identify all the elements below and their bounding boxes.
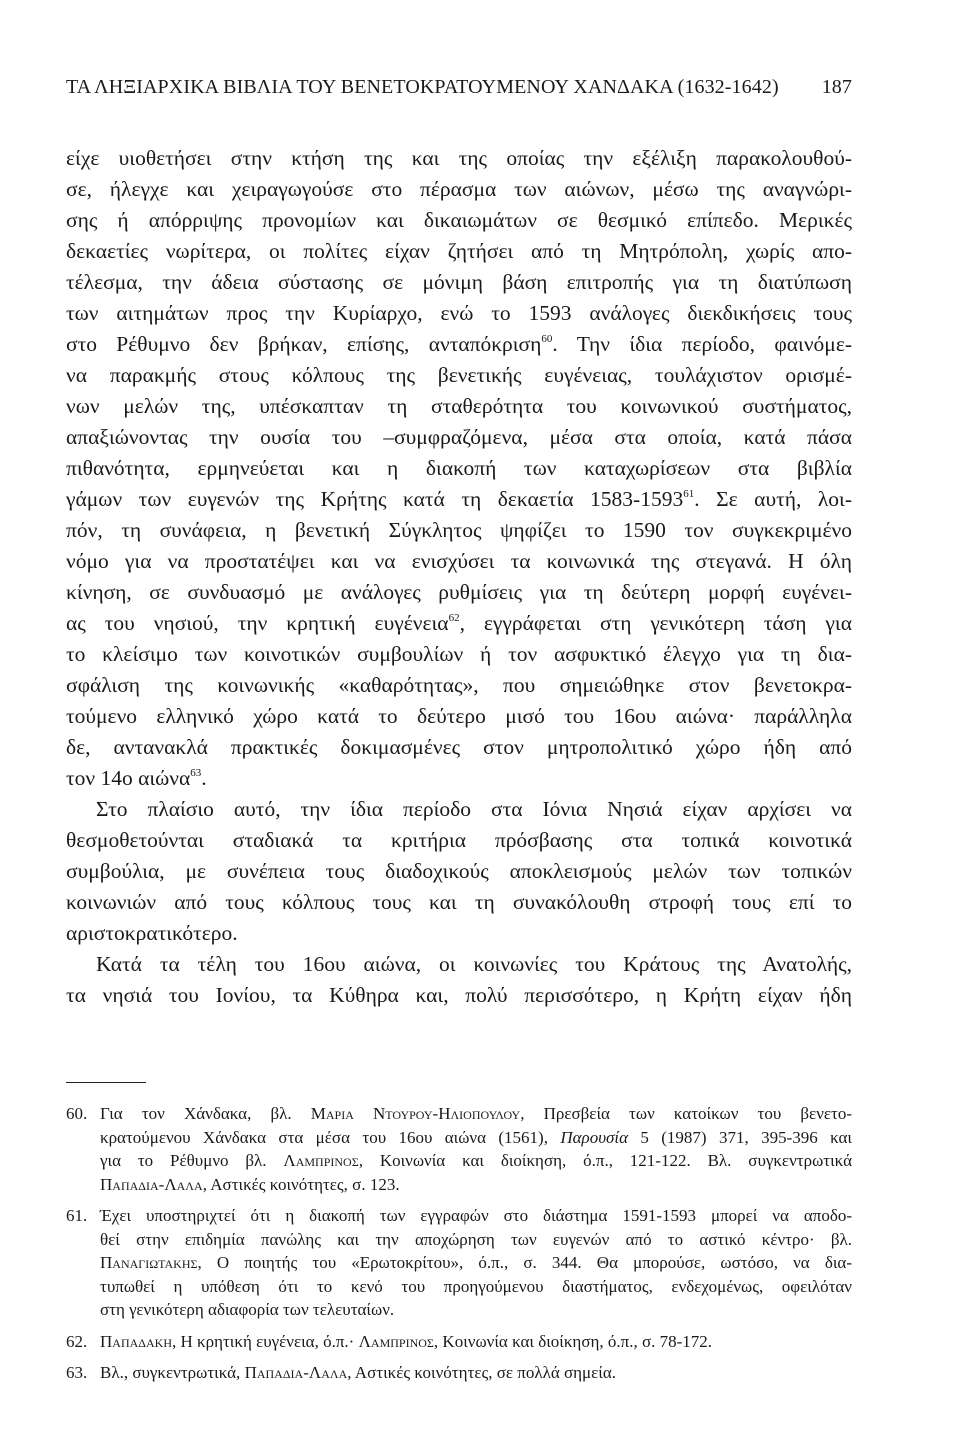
text-line (66, 298, 852, 329)
text-line (66, 949, 852, 980)
text-run: στο Ρέθυμνο δεν βρήκαν, επίσης, ανταπόκριση (66, 332, 542, 356)
text-run: για το Ρέθυμνο βλ. (100, 1151, 284, 1170)
footnote-number: 62. (66, 1331, 88, 1351)
main-text (66, 143, 852, 1011)
running-head-title: ΤΑ ΛΗΞΙΑΡΧΙΚΑ ΒΙΒΛΙΑ ΤΟΥ ΒΕΝΕΤΟΚΡΑΤΟΥΜΕΝΟΥ ΧΑΝΔΑΚΑ (1632-1642) (66, 76, 779, 98)
footnote (66, 1361, 852, 1385)
text-line (66, 918, 852, 949)
text-line (66, 670, 852, 701)
text-run: , εγγράφεται στη γενικότερη τάση για (459, 611, 852, 635)
footnote (66, 1204, 852, 1322)
footnote-number: 61. (66, 1206, 88, 1225)
text-run: , Η κρητική ευγένεια, ό.π.· (172, 1331, 359, 1351)
text-run: κρατούμενου Χάνδακα στα μέσα του 16ου αιώνα (1561), (100, 1127, 561, 1147)
text-run: , Πρεσβεία των κατοίκων του βενετο- (520, 1104, 853, 1123)
author-name: Μαρια Ντουρου-Ηλιοπουλου (310, 1104, 521, 1123)
footnote-ref: 60 (541, 333, 553, 345)
text-run: νόμο για να προστατέψει και να ενισχύσει τα κοινωνικά της στεγανά. Η όλη (66, 549, 852, 573)
running-head (66, 76, 852, 106)
text-run: σφάλιση της κοινωνικής «καθαρότητας», που σημειώθηκε στον βενετοκρα- (66, 673, 852, 697)
text-run: , Αστικές κοινότητες, σε πολλά σημεία. (347, 1363, 617, 1382)
text-run: τούμενο ελληνικό χώρο κατά το δεύτερο μισό του 16ου αιώνα· παράλληλα (66, 704, 852, 728)
text-run: τον 14ο αιώνα (66, 766, 191, 790)
book-page (66, 0, 852, 1447)
text-run: , Αστικές κοινότητες, σ. 123. (202, 1174, 400, 1194)
footnote-line (100, 1173, 852, 1197)
text-run: . Σε αυτή, λοι- (694, 487, 852, 511)
text-run: πιθανότητα, ερμηνεύεται και η διακοπή των καταχωρίσεων στα βιβλία (66, 456, 852, 480)
text-run: θεί στην επιδημία πανώλης και την αποχώρηση των ευγενών από το αστικό κέντρο· βλ. (100, 1229, 852, 1249)
text-line (66, 484, 852, 515)
footnote-line (100, 1298, 852, 1322)
text-line (66, 360, 852, 391)
page-number: 187 (821, 76, 852, 98)
author-name: Παναγιωτακης (100, 1253, 198, 1272)
text-line (66, 763, 852, 794)
footnote-number: 63. (66, 1363, 88, 1382)
text-run: , Ο ποιητής του «Ερωτοκρίτου», ό.π., σ. 344. Θα μπορούσε, ωστόσο, να δια- (197, 1253, 852, 1272)
author-name: Παπαδια-Λαλα (100, 1174, 203, 1194)
text-run: στη γενικότερη αδιαφορία των τελευταίων. (100, 1300, 395, 1319)
text-line (66, 980, 852, 1011)
text-line (66, 391, 852, 422)
text-run: είχε υιοθετήσει στην κτήση της και της οποίας την εξέλιξη παρακολουθού- (66, 146, 852, 170)
footnote (66, 1330, 852, 1354)
text-run: τα νησιά του Ιονίου, τα Κύθηρα και, πολύ περισσότερο, η Κρήτη είχαν ήδη (66, 983, 852, 1007)
text-run: 5 (1987) 371, 395-396 και (628, 1127, 852, 1147)
footnote-line (100, 1251, 852, 1275)
footnote-line (100, 1149, 852, 1173)
text-run: Έχει υποστηριχτεί ότι η διακοπή των εγγραφών στο διάστημα 1591-1593 μπορεί να αποδο- (100, 1206, 852, 1225)
text-line (66, 701, 852, 732)
text-run: νων μελών της, υπέσκαπταν τη σταθερότητα του κοινωνικού συστήματος, (66, 394, 852, 418)
text-run: τέλεσμα, την άδεια σύστασης σε μόνιμη βάση επιτροπής για τη διατύπωση (66, 270, 852, 294)
text-line (66, 453, 852, 484)
text-run: αριστοκρατικότερο. (66, 921, 238, 945)
footnote-number: 60. (66, 1104, 88, 1123)
author-name: Λαμπρινος (358, 1331, 434, 1351)
text-line (66, 422, 852, 453)
text-line (66, 608, 852, 639)
text-run: . (201, 766, 207, 790)
text-run: κοινωνιών από τους κόλπους τους και τη συνακόλουθη στροφή τους επί το (66, 890, 852, 914)
text-run: συμβούλια, με συνέπεια τους διαδοχικούς αποκλεισμούς μελών των τοπικών (66, 859, 852, 883)
text-line (66, 546, 852, 577)
text-run: Για τον Χάνδακα, βλ. (100, 1104, 311, 1123)
footnote-ref: 62 (448, 612, 460, 624)
text-run: τυπωθεί η υπόθεση ότι το κενό του προηγούμενου διαστήματος, ενδεχομένως, οφειλόταν (100, 1276, 852, 1296)
text-run: πόν, τη συνάφεια, η βενετική Σύγκλητος ψηφίζει το 1590 τον συγκεκριμένο (66, 518, 852, 542)
text-run: ας του νησιού, την κρητική ευγένεια (66, 611, 449, 635)
footnote-line (100, 1361, 852, 1385)
footnote-line (100, 1102, 852, 1126)
footnote-line (100, 1204, 852, 1228)
text-line (66, 329, 852, 360)
text-run: σε, ήλεγχε και χειραγωγούσε στο πέρασμα των αιώνων, μέσω της αναγνώρι- (66, 177, 852, 201)
text-run: απαξιώνοντας την ουσία του –συμφραζόμενα, μέσα στα οποία, κατά πάσα (66, 425, 852, 449)
footnote-line (100, 1228, 852, 1252)
text-line (66, 174, 852, 205)
text-run: να παρακμής στους κόλπους της βενετικής ευγένειας, τουλάχιστον ορισμέ- (66, 363, 852, 387)
text-line (66, 825, 852, 856)
text-run: Κατά τα τέλη του 16ου αιώνα, οι κοινωνίες του Κράτους της Ανατολής, (96, 952, 852, 976)
text-line (66, 639, 852, 670)
footnote (66, 1102, 852, 1196)
text-run: θεσμοθετούνται σταδιακά τα κριτήρια πρόσβασης στα τοπικά κοινοτικά (66, 828, 852, 852)
text-run: δεκαετίες νωρίτερα, οι πολίτες είχαν ζητήσει από τη Μητρόπολη, χωρίς απο- (66, 239, 852, 263)
author-name: Λαμπρινος (283, 1151, 359, 1170)
text-run: κίνηση, σε συνδυασμό με ανάλογες ρυθμίσεις για τη δεύτερη μορφή ευγένει- (66, 580, 852, 604)
text-line (66, 515, 852, 546)
author-name: Παπαδια-Λαλα (244, 1363, 348, 1382)
text-run: Στο πλαίσιο αυτό, την ίδια περίοδο στα Ιόνια Νησιά είχαν αρχίσει να (96, 797, 852, 821)
text-run: σης ή απόρριψης προνομίων και δικαιωμάτων σε θεσμικό επίπεδο. Μερικές (66, 208, 852, 232)
footnote-line (100, 1330, 852, 1354)
footnote-separator (66, 1082, 146, 1083)
text-run: , Κοινωνία και διοίκηση, ό.π., σ. 78-172. (433, 1331, 713, 1351)
text-line (66, 732, 852, 763)
footnote-ref: 61 (683, 488, 695, 500)
text-line (66, 143, 852, 174)
text-run: Βλ., συγκεντρωτικά, (100, 1363, 245, 1382)
text-line (66, 577, 852, 608)
text-run: των αιτημάτων προς την Κυρίαρχο, ενώ το 1593 ανάλογες διεκδικήσεις τους (66, 301, 852, 325)
text-run: . Την ίδια περίοδο, φαινόμε- (552, 332, 853, 356)
text-line (66, 205, 852, 236)
text-line (66, 887, 852, 918)
journal-title: Παρουσία (560, 1127, 629, 1147)
footnotes (66, 1102, 852, 1393)
author-name: Παπαδακη (100, 1331, 172, 1351)
text-line (66, 794, 852, 825)
text-run: το κλείσιμο των κοινοτικών συμβουλίων ή τον ασφυκτικό έλεγχο για τη δια- (66, 642, 852, 666)
text-line (66, 856, 852, 887)
text-run: , Κοινωνία και διοίκηση, ό.π., 121-122. Βλ. συγκεντρωτικά (358, 1151, 852, 1170)
text-line (66, 236, 852, 267)
text-run: γάμων των ευγενών της Κρήτης κατά τη δεκαετία 1583-1593 (66, 487, 684, 511)
footnote-ref: 63 (190, 767, 202, 779)
footnote-line (100, 1275, 852, 1299)
text-line (66, 267, 852, 298)
footnote-line (100, 1126, 852, 1150)
text-run: δε, αντανακλά πρακτικές δοκιμασμένες στον μητροπολιτικό χώρο ήδη από (66, 735, 852, 759)
